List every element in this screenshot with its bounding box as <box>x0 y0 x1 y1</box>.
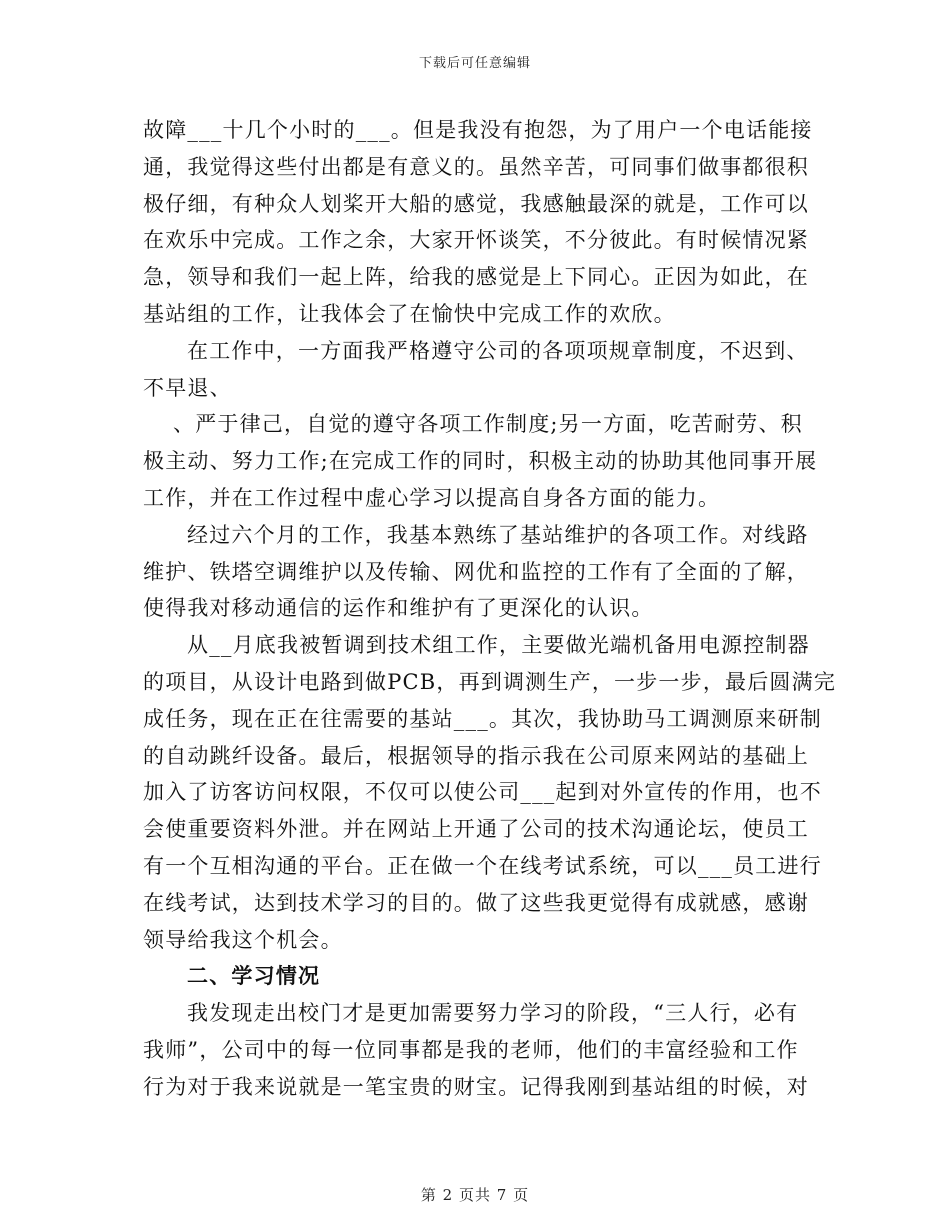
page-footer: 第 2 页共 7 页 <box>420 1186 530 1204</box>
text-line: 在欢乐中完成。工作之余，大家开怀谈笑，不分彼此。有时候情况紧 <box>143 228 809 253</box>
text-line: 我师”，公司中的每一位同事都是我的老师，他们的丰富经验和工作 <box>143 1037 799 1062</box>
text-line: 有一个互相沟通的平台。正在做一个在线考试系统，可以___员工进行 <box>143 853 822 878</box>
paragraph-start: 经过六个月的工作，我基本熟练了基站维护的各项工作。对线路 <box>187 522 809 547</box>
paragraph-start: 从__月底我被暂调到技术组工作，主要做光端机备用电源控制器 <box>187 633 810 658</box>
section-heading: 二、学习情况 <box>187 963 321 989</box>
document-body <box>143 112 837 1106</box>
paragraph-start: 在工作中，一方面我严格遵守公司的各项项规章制度，不迟到、 <box>187 338 809 363</box>
text-line: 不早退、 <box>143 375 232 400</box>
text-line: 工作，并在工作过程中虚心学习以提高自身各方面的能力。 <box>143 485 721 510</box>
text-line: 急，领导和我们一起上阵，给我的感觉是上下同心。正因为如此，在 <box>143 265 809 290</box>
text-line: 的项目，从设计电路到做PCB，再到调测生产，一步一步，最后圆满完 <box>143 669 837 694</box>
text-line: 使得我对移动通信的运作和维护有了更深化的认识。 <box>143 596 654 621</box>
text-line: 成任务，现在正在往需要的基站___。其次，我协助马工调测原来研制 <box>143 706 822 731</box>
text-line: 领导给我这个机会。 <box>143 927 343 952</box>
text-line: 极主动、努力工作;在完成工作的同时，积极主动的协助其他同事开展 <box>143 449 818 474</box>
text-line: 极仔细，有种众人划桨开大船的感觉，我感触最深的就是，工作可以 <box>143 191 809 216</box>
text-line: 基站组的工作，让我体会了在愉快中完成工作的欢欣。 <box>143 301 676 326</box>
text-line: 通，我觉得这些付出都是有意义的。虽然辛苦，可同事们做事都很积 <box>143 154 809 179</box>
text-line: 行为对于我来说就是一笔宝贵的财宝。记得我刚到基站组的时候，对 <box>143 1074 809 1099</box>
text-line: 、严于律己，自觉的遵守各项工作制度;另一方面，吃苦耐劳、积 <box>173 412 803 437</box>
paragraph-start: 我发现走出校门才是更加需要努力学习的阶段，“三人行，必有 <box>187 1001 799 1026</box>
text-line: 会使重要资料外泄。并在网站上开通了公司的技术沟通论坛，使员工 <box>143 817 809 842</box>
page-header: 下载后可任意编辑 <box>418 56 531 71</box>
text-line: 维护、铁塔空调维护以及传输、网优和监控的工作有了全面的了解， <box>143 559 809 584</box>
text-line: 故障___十几个小时的___。但是我没有抱怨，为了用户一个电话能接 <box>143 118 813 142</box>
text-line: 在线考试，达到技术学习的目的。做了这些我更觉得有成就感，感谢 <box>143 890 809 915</box>
text-line: 加入了访客访问权限，不仅可以使公司___起到对外宣传的作用，也不 <box>143 780 822 805</box>
text-line: 的自动跳纤设备。最后，根据领导的指示我在公司原来网站的基础上 <box>143 743 809 768</box>
